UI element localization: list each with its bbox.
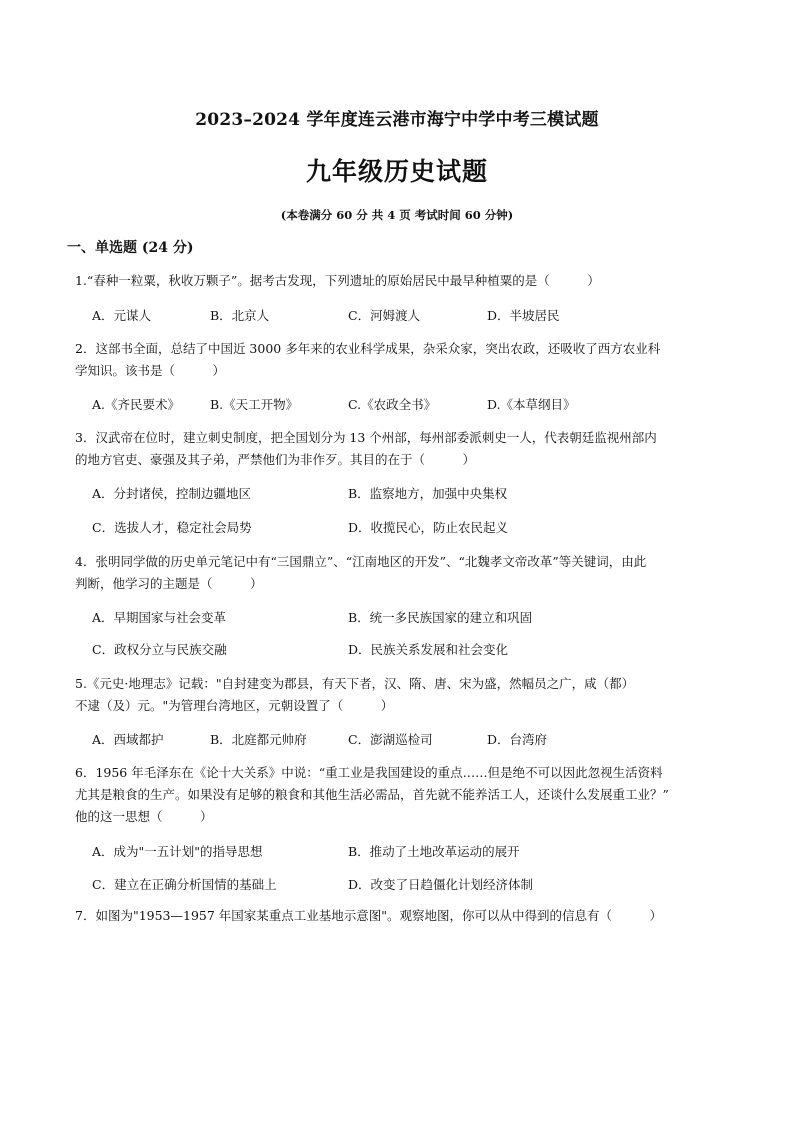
question-6-options-row-1 (92, 841, 732, 863)
option-d[interactable]: D．半坡居民 (487, 308, 560, 323)
question-7 (75, 905, 735, 927)
option-a[interactable]: A．早期国家与社会变革 (92, 610, 227, 625)
option-d[interactable]: D．改变了日趋僵化计划经济体制 (348, 877, 534, 892)
question-1 (75, 270, 735, 292)
question-1-options (92, 305, 732, 327)
exam-title: 2023–2024 学年度连云港市海宁中学中考三模试题 (195, 110, 599, 130)
question-6 (75, 762, 735, 828)
question-text: 学知识。该书是（ ） (75, 363, 226, 378)
question-text: 尤其是粮食的生产。如果没有足够的粮食和其他生活必需品，首先就不能养活工人，还谈什么发展重工业？” (75, 787, 669, 802)
question-4-options-row-2 (92, 639, 732, 661)
question-3 (75, 427, 735, 471)
section-title: 一、单选题 (24 分) (67, 240, 194, 256)
question-text: 3．汉武帝在位时，建立刺史制度，把全国划分为 13 个州部，每州部委派刺史一人，代表朝廷监视州部内 (75, 430, 657, 445)
exam-subtitle: 九年级历史试题 (305, 157, 488, 186)
option-c[interactable]: C.《农政全书》 (348, 397, 437, 412)
question-6-options-row-2 (92, 874, 732, 896)
option-c[interactable]: C．政权分立与民族交融 (92, 642, 227, 657)
question-text: 4．张明同学做的历史单元笔记中有“三国鼎立”、“江南地区的开发”、“北魏孝文帝改革”等关键词，由此 (75, 554, 647, 569)
option-a[interactable]: A．分封诸侯，控制边疆地区 (92, 486, 252, 501)
option-a[interactable]: A．成为"一五计划"的指导思想 (92, 844, 263, 859)
option-b[interactable]: B．北京人 (210, 308, 270, 323)
option-d[interactable]: D．台湾府 (487, 732, 548, 747)
question-text: 的地方官吏、豪强及其子弟，严禁他们为非作歹。其目的在于（ ） (75, 452, 476, 467)
question-2 (75, 338, 735, 382)
question-2-options (92, 394, 732, 416)
question-5 (75, 673, 735, 717)
option-b[interactable]: B．推动了土地改革运动的展开 (348, 844, 520, 859)
option-c[interactable]: C．澎湖巡检司 (348, 732, 433, 747)
question-5-options (92, 729, 732, 751)
option-d[interactable]: D.《本草纲目》 (487, 397, 576, 412)
question-text: 他的这一思想（ ） (75, 809, 213, 824)
option-b[interactable]: B．统一多民族国家的建立和巩固 (348, 610, 533, 625)
option-d[interactable]: D．民族关系发展和社会变化 (348, 642, 509, 657)
option-c[interactable]: C．河姆渡人 (348, 308, 421, 323)
question-text: 2．这部书全面，总结了中国近 3000 多年来的农业科学成果，杂采众家，突出农政，还吸收了西方农业科 (75, 341, 661, 356)
question-text: 判断，他学习的主题是（ ） (75, 576, 263, 591)
option-d[interactable]: D．收揽民心，防止农民起义 (348, 520, 509, 535)
question-text: 5.《元史·地理志》记载："自封建变为郡县，有天下者，汉、隋、唐、宋为盛，然幅员之广，咸（都） (75, 676, 635, 691)
question-4-options-row-1 (92, 607, 732, 629)
option-b[interactable]: B．北庭都元帅府 (210, 732, 307, 747)
question-text: 1.“春种一粒粟，秋收万颗子”。据考古发现，下列遗址的原始居民中最早种植粟的是（ ） (75, 273, 600, 288)
question-text: 7．如图为"1953—1957 年国家某重点工业基地示意图"。观察地图，你可以从中得到的信息有（ ） (75, 908, 663, 923)
question-4 (75, 551, 735, 595)
question-text: 6．1956 年毛泽东在《论十大关系》中说：“重工业是我国建设的重点……但是绝不可以因此忽视生活资料 (75, 765, 663, 780)
option-a[interactable]: A．元谋人 (92, 308, 152, 323)
option-a[interactable]: A．西域都护 (92, 732, 164, 747)
exam-info: (本卷满分 60 分 共 4 页 考试时间 60 分钟) (280, 208, 514, 222)
question-3-options-row-1 (92, 483, 732, 505)
option-c[interactable]: C．选拔人才，稳定社会局势 (92, 520, 252, 535)
option-a[interactable]: A.《齐民要术》 (92, 397, 181, 412)
question-3-options-row-2 (92, 517, 732, 539)
option-b[interactable]: B.《天工开物》 (210, 397, 299, 412)
option-b[interactable]: B．监察地方，加强中央集权 (348, 486, 508, 501)
option-c[interactable]: C．建立在正确分析国情的基础上 (92, 877, 277, 892)
question-text: 不逮（及）元。"为管理台湾地区，元朝设置了（ ） (75, 698, 394, 713)
